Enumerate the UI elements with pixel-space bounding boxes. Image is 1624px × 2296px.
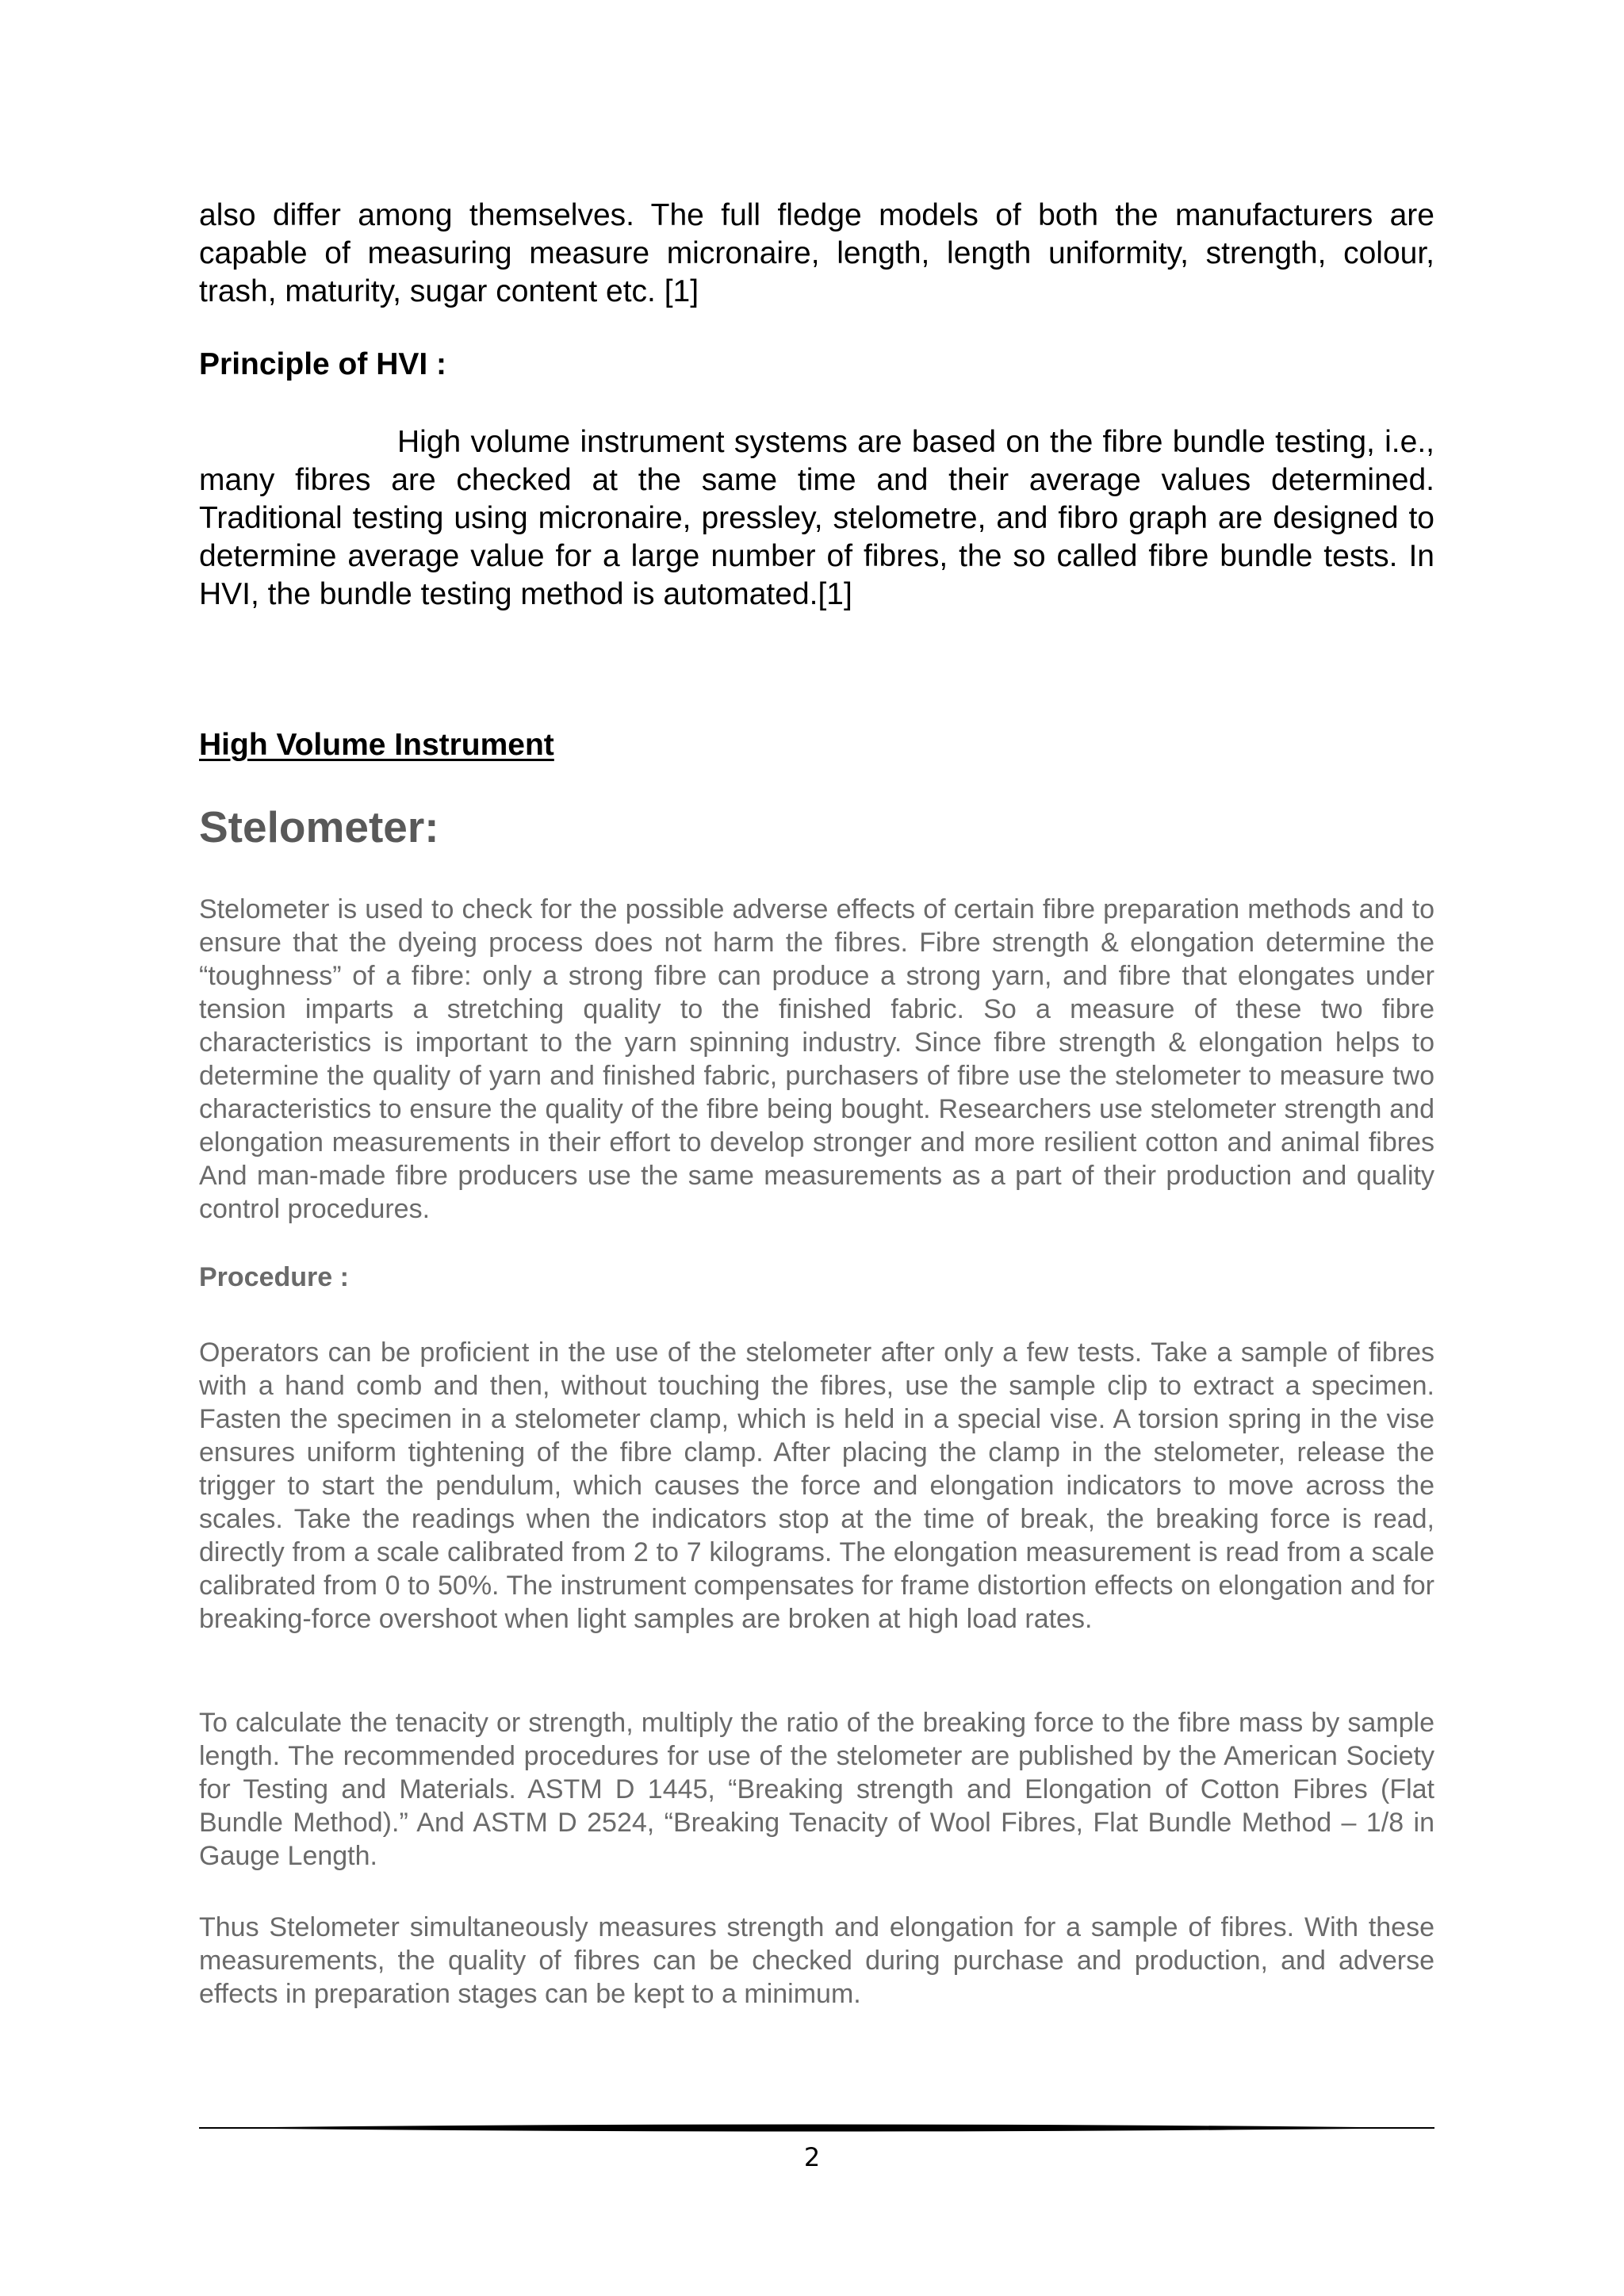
principle-paragraph: High volume instrument systems are based on the fibre bundle testing, i.e., many fibres are checked at the same time and their average values determined. Traditional testing using micronaire, pressley, stelometre, and fibro graph are designed to determine average value for a large number of fibres, the so called fibre bundle tests. In HVI, the bundle testing method is automated.[1] (199, 425, 1434, 611)
footer-divider (199, 2122, 1434, 2133)
hvi-heading: High Volume Instrument (199, 728, 554, 762)
procedure-section (199, 1261, 1434, 1294)
stelometer-section (199, 801, 1434, 853)
procedure-paragraph: Thus Stelometer simultaneously measures strength and elongation for a sample of fibres. With these measurements, the quality of fibres can be checked during purchase and production, and adverse effects in preparation stages can be kept to a minimum. (199, 1912, 1434, 2009)
procedure-body-1 (199, 1336, 1434, 1636)
procedure-paragraph: To calculate the tenacity or strength, multiply the ratio of the breaking force to the fibre mass by sample length. The recommended procedures for use of the stelometer are published by the American Society for Testing and Materials. ASTM D 1445, “Breaking strength and Elongation of Cotton Fibres (Flat Bundle Method).” And ASTM D 2524, “Breaking Tenacity of Wool Fibres, Flat Bundle Method – 1/8 in Gauge Length. (199, 1708, 1434, 1871)
hvi-section (199, 726, 1434, 764)
page-number: 2 (803, 2142, 821, 2172)
stelometer-title: Stelometer: (199, 802, 439, 851)
intro-section (199, 197, 1434, 311)
procedure-heading: Procedure : (199, 1262, 349, 1292)
procedure-paragraph: Operators can be proficient in the use of the stelometer after only a few tests. Take a sample of fibres with a hand comb and then, without touching the fibres, use the sample clip to extract a specimen. Fasten the specimen in a stelometer clamp, which is held in a special vise. A torsion spring in the vise ensures uniform tightening of the fibre clamp. After placing the clamp in the stelometer, release the trigger to start the pendulum, which causes the force and elongation indicators to move across the scales. Take the readings when the indicators stop at the time of break, the breaking force is read, directly from a scale calibrated from 2 to 7 kilograms. The elongation measurement is read from a scale calibrated from 0 to 50%. The instrument compensates for frame distortion effects on elongation and for breaking-force overshoot when light samples are broken at high load rates. (199, 1337, 1434, 1634)
principle-heading: Principle of HVI : (199, 347, 447, 381)
stelometer-body (199, 893, 1434, 1226)
procedure-body-3 (199, 1911, 1434, 2011)
principle-body (199, 423, 1434, 614)
stelometer-description: Stelometer is used to check for the possible adverse effects of certain fibre preparation methods and to ensure that the dyeing process does not harm the fibres. Fibre strength & elongation determine the “toughness” of a fibre: only a strong fibre can produce a strong yarn, and fibre that elongates under tension imparts a stretching quality to the finished fabric. So a measure of these two fibre characteristics is important to the yarn spinning industry. Since fibre strength & elongation helps to determine the quality of yarn and finished fabric, purchasers of fibre use the stelometer to measure two characteristics to ensure the quality of the fibre being bought. Researchers use stelometer strength and elongation measurements in their effort to develop stronger and more resilient cotton and animal fibres And man-made fibre producers use the same measurements as a part of their production and quality control procedures. (199, 894, 1434, 1224)
principle-section (199, 346, 1434, 384)
procedure-body-2 (199, 1706, 1434, 1873)
intro-paragraph: also differ among themselves. The full fledge models of both the manufacturers are capable of measuring measure micronaire, length, length uniformity, strength, colour, trash, maturity, sugar content etc. [1] (199, 198, 1434, 308)
